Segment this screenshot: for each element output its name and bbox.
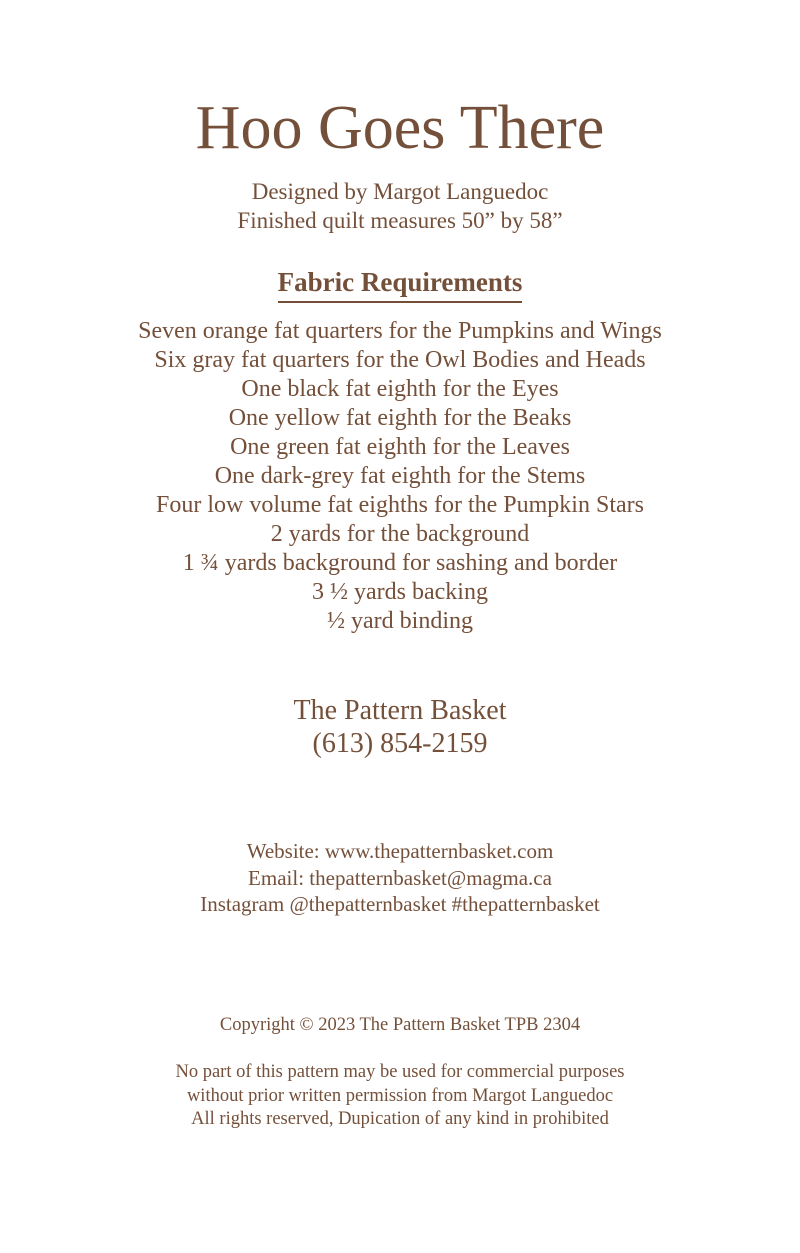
fabric-item: 1 ¾ yards background for sashing and border [182,550,618,576]
fabric-requirements-heading [0,265,800,303]
designer-credit: Designed by Margot Languedoc [251,179,549,204]
instagram-line: Instagram @thepatternbasket #thepatternbasket [200,892,600,916]
rights-notice [0,1061,800,1132]
copyright-line: Copyright © 2023 The Pattern Basket TPB 2304 [219,1015,581,1035]
fabric-item: 3 ½ yards backing [312,579,488,605]
fabric-requirements-list [0,317,800,636]
fabric-item: One dark-grey fat eighth for the Stems [214,463,586,489]
contact-info [0,838,800,918]
rights-notice-line: All rights reserved, Dupication of any kind in prohibited [191,1109,609,1129]
fabric-item: One black fat eighth for the Eyes [241,376,559,402]
shop-info [0,694,800,760]
fabric-item: One green fat eighth for the Leaves [230,434,570,460]
fabric-item: ½ yard binding [327,608,473,634]
shop-phone: (613) 854-2159 [312,728,488,759]
fabric-requirements-heading-text: Fabric Requirements [278,265,523,303]
website-line: Website: www.thepatternbasket.com [246,839,554,863]
fabric-item: Six gray fat quarters for the Owl Bodies and Heads [154,347,646,373]
shop-name: The Pattern Basket [293,695,507,726]
rights-notice-line: No part of this pattern may be used for commercial purposes [175,1062,625,1082]
fabric-item: Seven orange fat quarters for the Pumpkins and Wings [138,318,662,344]
finished-size: Finished quilt measures 50” by 58” [237,208,563,233]
fabric-item: 2 yards for the background [270,521,530,547]
fabric-item: Four low volume fat eighths for the Pumpkin Stars [156,492,644,518]
pattern-title: Hoo Goes There [195,94,605,162]
byline [0,177,800,235]
fabric-item: One yellow fat eighth for the Beaks [228,405,572,431]
email-line: Email: thepatternbasket@magma.ca [248,865,552,890]
rights-notice-line: without prior written permission from Margot Languedoc [186,1085,614,1106]
